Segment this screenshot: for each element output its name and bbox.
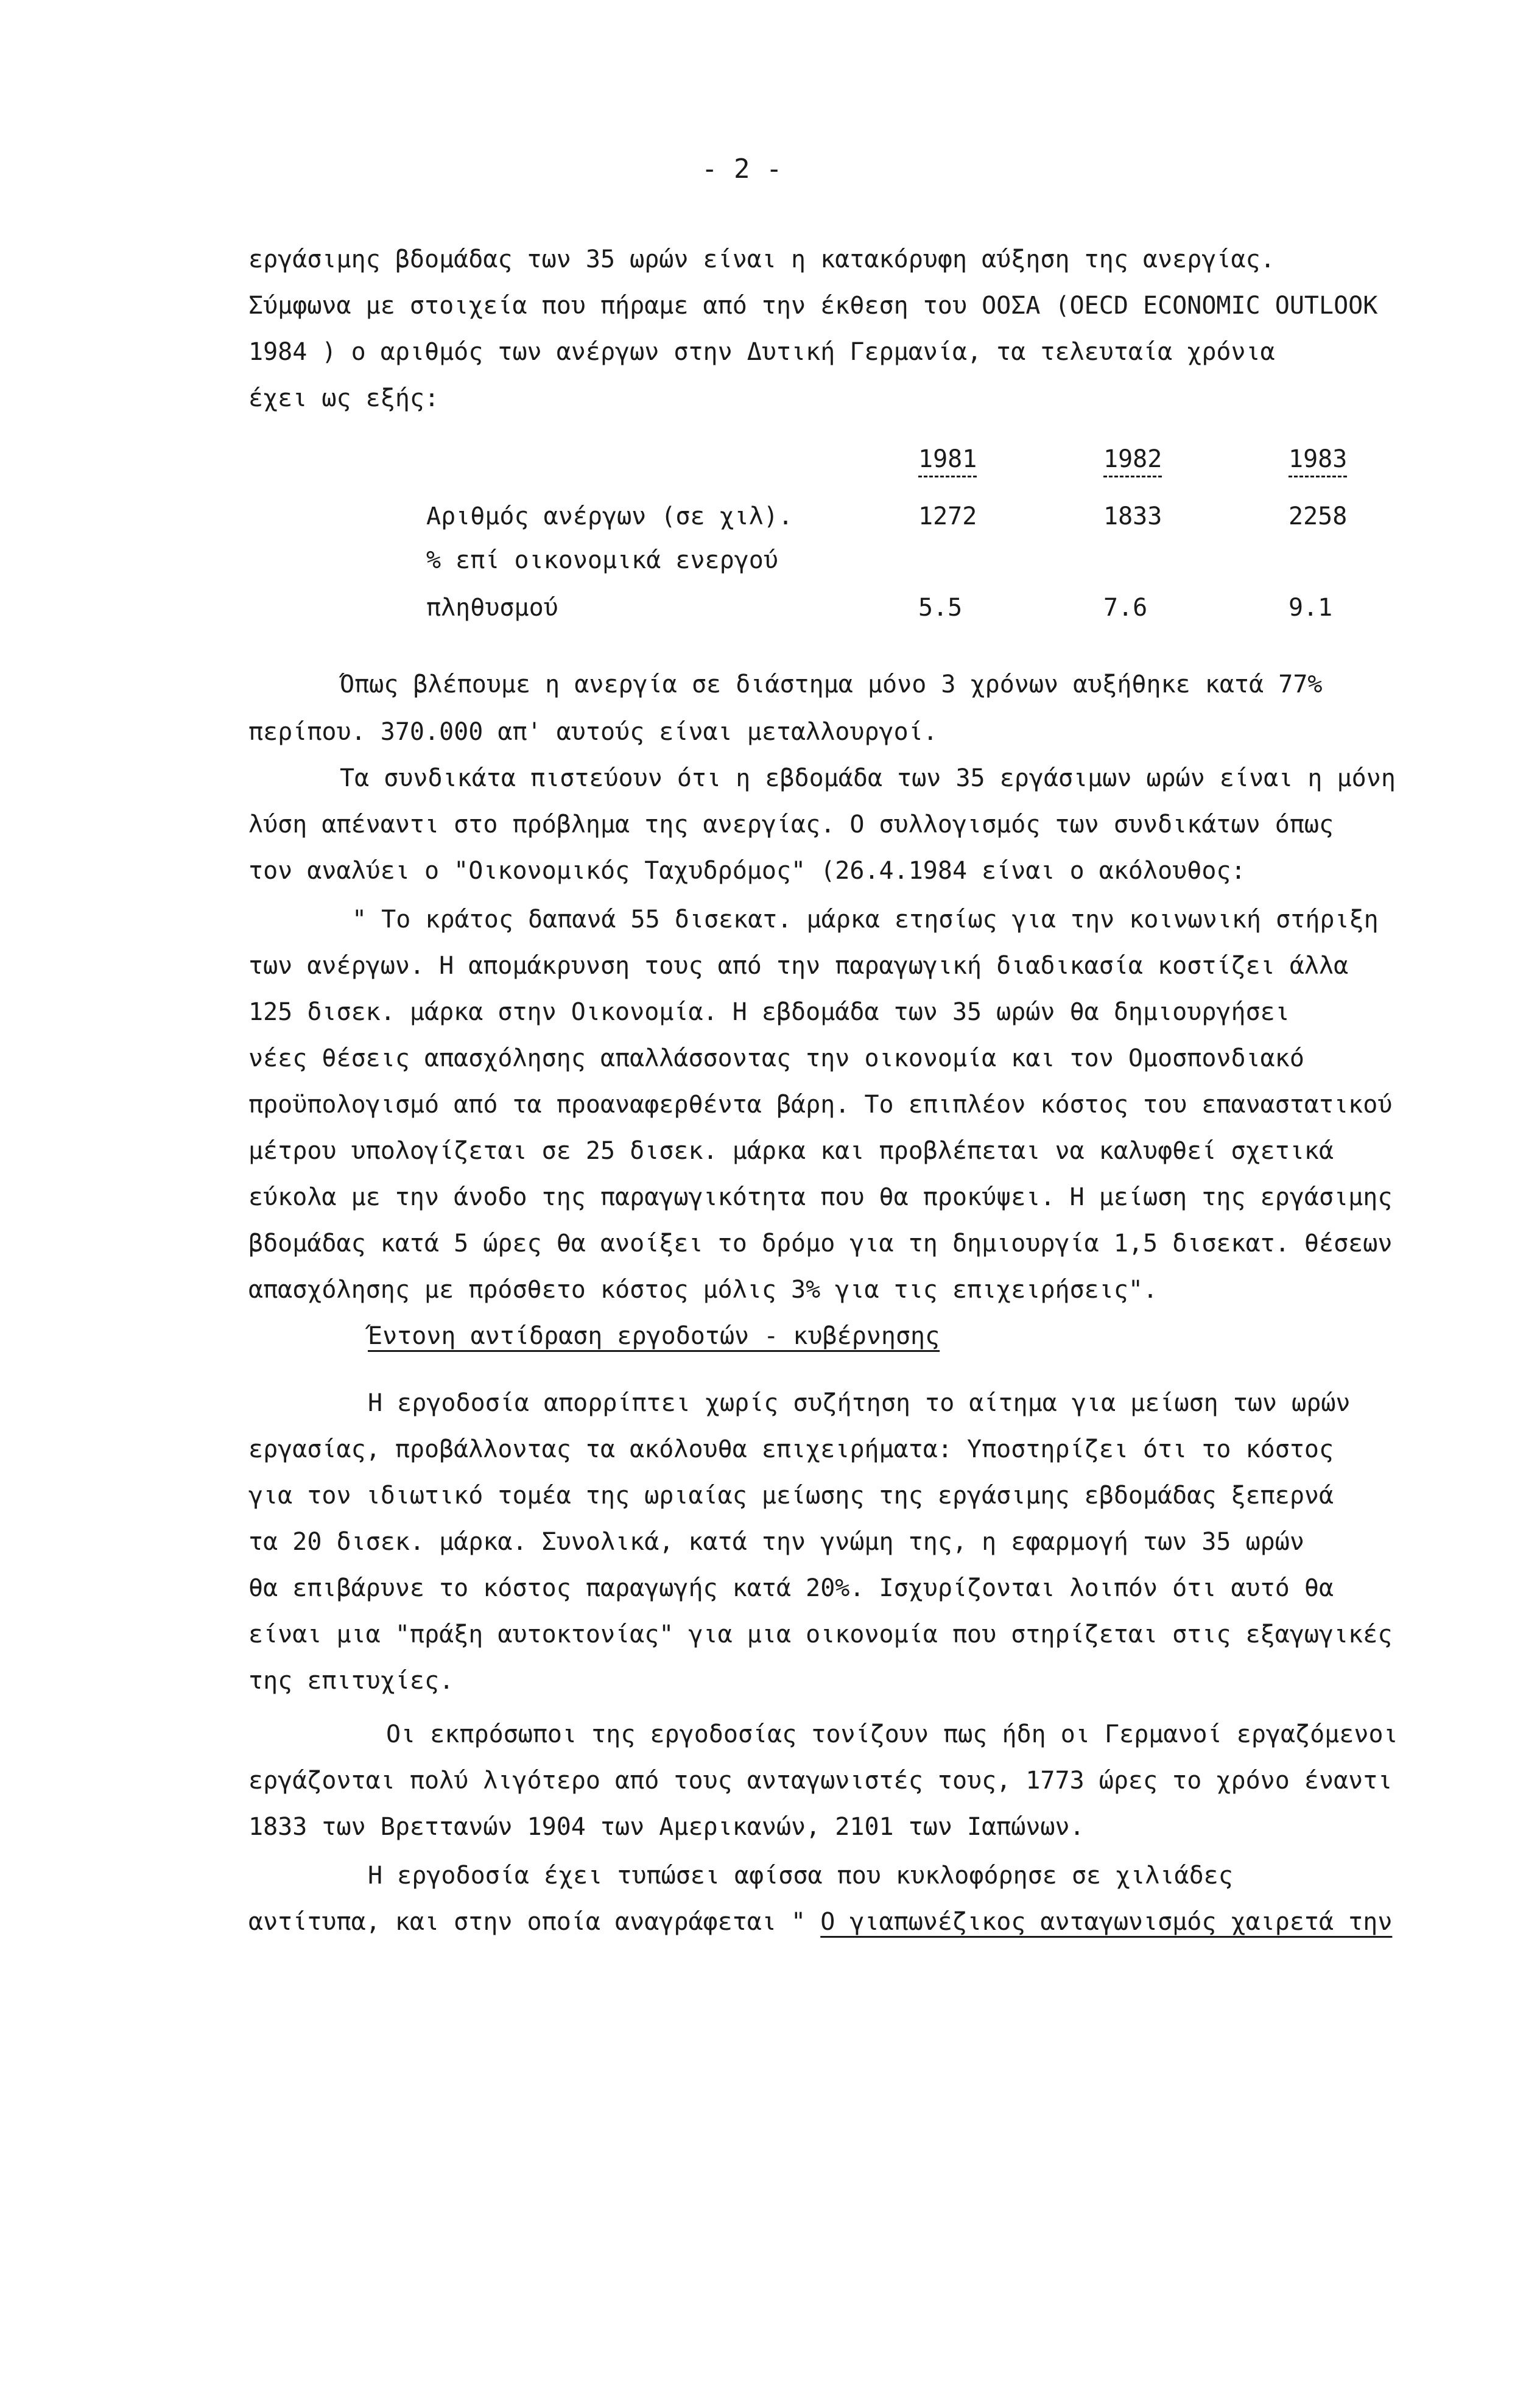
paragraph-3-line-12: απασχόλησης με πρόσθετο κόστος μόλις 3% για τις επιχειρήσεις". — [248, 1276, 1158, 1304]
paragraph-3-line-7: νέες θέσεις απασχόλησης απαλλάσσοντας την οικονομία και τον Ομοσπονδιακό — [248, 1044, 1304, 1072]
paragraph-2-line-1: Όπως βλέπουμε η ανεργία σε διάστημα μόνο 3 χρόνων αυξήθηκε κατά 77% — [340, 670, 1323, 698]
paragraph-2-line-2: περίπου. 370.000 απ' αυτούς είναι μεταλλουργοί. — [248, 718, 938, 746]
paragraph-1-line-3: 1984 ) ο αριθμός των ανέργων στην Δυτική Γερμανία, τα τελευταία χρόνια — [248, 338, 1275, 366]
table-cell: 1833 — [1103, 502, 1162, 530]
paragraph-3-line-9: μέτρου υπολογίζεται σε 25 δισεκ. μάρκα και προβλέπεται να καλυφθεί σχετικά — [248, 1137, 1334, 1165]
paragraph-1-line-4: έχει ως εξής: — [248, 384, 440, 412]
section-heading: Έντονη αντίδραση εργοδοτών - κυβέρνησης — [368, 1322, 940, 1350]
table-year-1983: 1983 — [1289, 445, 1348, 473]
table-cell: 2258 — [1289, 502, 1348, 530]
paragraph-3-line-11: βδομάδας κατά 5 ώρες θα ανοίξει το δρόμο για τη δημιουργία 1,5 δισεκατ. θέσεων — [248, 1230, 1393, 1258]
paragraph-4-line-2: εργασίας, προβάλλοντας τα ακόλουθα επιχειρήματα: Υποστηρίζει ότι το κόστος — [248, 1435, 1334, 1463]
paragraph-6-line-2-underlined: Ο γιαπωνέζικος ανταγωνισμός χαιρετά την — [820, 1908, 1393, 1936]
paragraph-5-line-3: 1833 των Βρεττανών 1904 των Αμερικανών, 2101 των Ιαπώνων. — [248, 1813, 1085, 1841]
table-cell: 7.6 — [1103, 594, 1148, 622]
table-year-1981: 1981 — [918, 445, 977, 473]
table-cell: 9.1 — [1289, 594, 1333, 622]
paragraph-3-line-1: Τα συνδικάτα πιστεύουν ότι η εβδομάδα των 35 εργάσιμων ωρών είναι η μόνη — [340, 764, 1396, 792]
paragraph-4-line-7: της επιτυχίες. — [248, 1667, 454, 1695]
paragraph-6-line-1: Η εργοδοσία έχει τυπώσει αφίσσα που κυκλοφόρησε σε χιλιάδες — [368, 1862, 1233, 1890]
paragraph-3-line-8: προϋπολογισμό από τα προαναφερθέντα βάρη. Το επιπλέον κόστος του επαναστατικού — [248, 1091, 1393, 1119]
paragraph-3-line-4: " Το κράτος δαπανά 55 δισεκατ. μάρκα ετησίως για την κοινωνική στήριξη — [352, 906, 1379, 934]
paragraph-3-line-2: λύση απέναντι στο πρόβλημα της ανεργίας. Ο συλλογισμός των συνδικάτων όπως — [248, 811, 1334, 839]
table-cell: 1272 — [918, 502, 977, 530]
paragraph-4-line-1: Η εργοδοσία απορρίπτει χωρίς συζήτηση το αίτημα για μείωση των ωρών — [368, 1389, 1351, 1417]
paragraph-3-line-6: 125 δισεκ. μάρκα στην Οικονομία. Η εβδομάδα των 35 ωρών θα δημιουργήσει — [248, 998, 1290, 1026]
page-number: - 2 - — [701, 153, 782, 185]
table-row-label: % επί οικονομικά ενεργού — [426, 546, 778, 574]
paragraph-5-line-2: εργάζονται πολύ λιγότερο από τους ανταγωνιστές τους, 1773 ώρες το χρόνο έναντι — [248, 1767, 1393, 1795]
table-cell: 5.5 — [918, 594, 963, 622]
paragraph-3-line-5: των ανέργων. Η απομάκρυνση τους από την παραγωγική διαδικασία κοστίζει άλλα — [248, 952, 1349, 980]
paragraph-6-line-2-plain: αντίτυπα, και στην οποία αναγράφεται " — [248, 1908, 821, 1936]
paragraph-5-line-1: Οι εκπρόσωποι της εργοδοσίας τονίζουν πως ήδη οι Γερμανοί εργαζόμενοι — [386, 1720, 1398, 1748]
table-row-label: πληθυσμού — [426, 594, 558, 622]
table-year-1982: 1982 — [1103, 445, 1162, 473]
paragraph-3-line-3: τον αναλύει ο "Οικονομικός Ταχυδρόμος" (26.4.1984 είναι ο ακόλουθος: — [248, 857, 1246, 885]
paragraph-4-line-6: είναι μια "πράξη αυτοκτονίας" για μια οικονομία που στηρίζεται στις εξαγωγικές — [248, 1620, 1393, 1648]
paragraph-6-line-2 — [248, 1906, 1392, 1938]
paragraph-3-line-10: εύκολα με την άνοδο της παραγωγικότητα που θα προκύψει. Η μείωση της εργάσιμης — [248, 1183, 1393, 1211]
paragraph-4-line-3: για τον ιδιωτικό τομέα της ωριαίας μείωσης της εργάσιμης εβδομάδας ξεπερνά — [248, 1482, 1334, 1510]
paragraph-1-line-1: εργάσιμης βδομάδας των 35 ωρών είναι η κατακόρυφη αύξηση της ανεργίας. — [248, 245, 1275, 273]
table-row-label: Αριθμός ανέργων (σε χιλ). — [426, 502, 793, 530]
paragraph-4-line-5: θα επιβάρυνε το κόστος παραγωγής κατά 20%. Ισχυρίζονται λοιπόν ότι αυτό θα — [248, 1574, 1334, 1602]
paragraph-4-line-4: τα 20 δισεκ. μάρκα. Συνολικά, κατά την γνώμη της, η εφαρμογή των 35 ωρών — [248, 1528, 1304, 1556]
paragraph-1-line-2: Σύμφωνα με στοιχεία που πήραμε από την έκθεση του ΟΟΣΑ (OECD ECONOMIC OUTLOOK — [248, 292, 1378, 320]
